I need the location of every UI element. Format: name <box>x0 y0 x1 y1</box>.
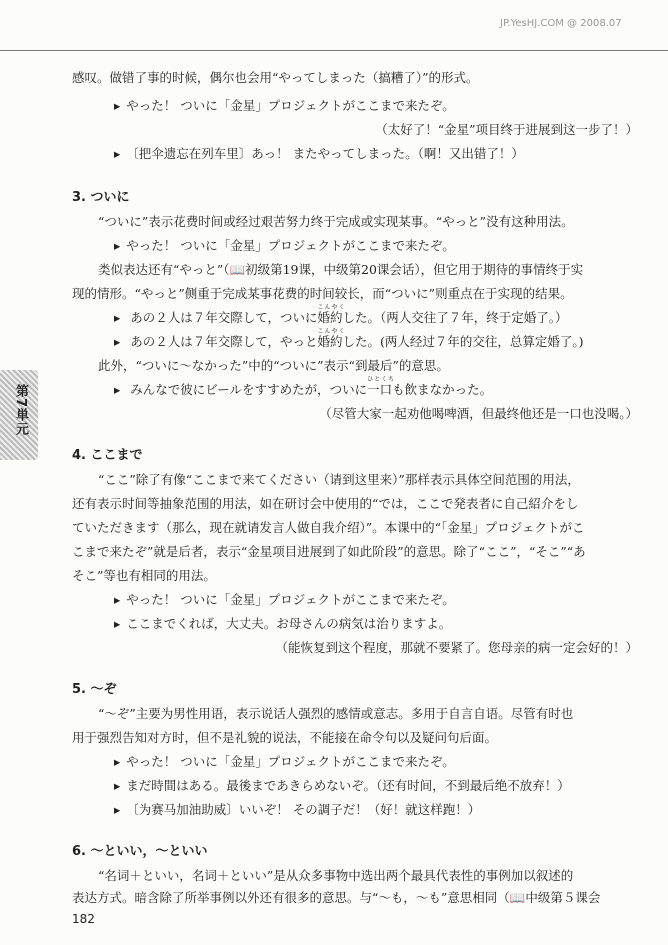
paragraph-line: 此外，“ついに〜なかった”中的“ついに”表示“到最后”的意思。 <box>98 358 449 373</box>
example-sentence: ▸ まだ時間はある。最後まであきらめないぞ。（还有时间，不到最后绝不放弃！） <box>114 776 570 794</box>
section-heading-5: 5. 〜ぞ <box>72 682 117 697</box>
ruby-reading: こんやく <box>317 328 346 335</box>
paragraph-line: 现的情形。“やっと”侧重于完成某事花费的时间较长，而“ついに”则重点在于实现的结果。 <box>72 286 573 301</box>
example-translation: （尽管大家一起劝他喝啤酒，但最终他还是一口也没喝。） <box>319 406 638 421</box>
ruby-base: 一口 <box>367 382 393 397</box>
example-sentence: ▸ 〔为赛马加油助威〕いいぞ！ その調子だ！（好！就这样跑！） <box>114 800 480 818</box>
paragraph-line: 感叹。做错了事的时候，偶尔也会用“やってしまった（搞糟了）”的形式。 <box>72 70 479 85</box>
unit-side-tab-label: 第7単元 <box>13 384 28 437</box>
ruby-word <box>317 304 346 325</box>
example-text: した。（两人交往了７年，终于定婚了。） <box>342 310 568 325</box>
example-sentence <box>114 304 568 326</box>
example-sentence: ▸ やった！ ついに「金星」プロジェクトがここまで来たぞ。 <box>114 590 455 608</box>
ruby-word <box>367 376 396 397</box>
section-heading-3: 3. ついに <box>72 190 130 205</box>
paragraph-line: “名词＋といい，名词＋といい”是从众多事物中选出两个最具代表性的事例加以叙述的 <box>98 868 574 883</box>
paragraph-line: 表达方式。暗含除了所举事例以外还有很多的意思。与“〜も，〜も”意思相同（📖中级第５课会 <box>72 890 601 905</box>
example-text: した。(两人经过７年的交往，总算定婚了。) <box>342 334 584 349</box>
paragraph-line: “ついに”表示花费时间或经过艰苦努力终于完成或实现某事。“やっと”没有这种用法。 <box>98 214 574 229</box>
ruby-reading: こんやく <box>317 304 346 311</box>
ruby-reading: ひとくち <box>367 376 396 383</box>
paragraph-line: そこ”等也有相同的用法。 <box>72 568 216 583</box>
paragraph-line: 类似表达还有“やっと”（📖初级第19课，中级第20课会话），但它用于期待的事情终于实 <box>98 262 584 277</box>
page-number: 182 <box>72 912 95 926</box>
ruby-base: 婚約 <box>317 334 343 349</box>
example-sentence: ▸ ここまでくれば，大丈夫。お母さんの病気は治りますよ。 <box>114 614 451 632</box>
example-sentence <box>114 376 493 398</box>
example-text: あの２人は７年交際して，ついに <box>130 310 318 325</box>
unit-side-tab <box>0 370 38 460</box>
paragraph-line: こまで来たぞ”就是后者，表示“金星项目进展到了如此阶段”的意思。除了“ここ”，“そこ”“あ <box>72 544 586 559</box>
example-sentence <box>114 328 584 350</box>
example-text: みんなで彼にビールをすすめたが，ついに <box>130 382 368 397</box>
example-sentence: ▸ やった！ ついに「金星」プロジェクトがここまで来たぞ。 <box>114 752 455 770</box>
example-text: も飲まなかった。 <box>392 382 493 397</box>
paragraph-line: ていただきます（那么，现在就请发言人做自我介绍）”。本课中的“「金星」プロジェクトがこ <box>72 520 585 535</box>
example-translation: （能恢复到这个程度，那就不要紧了。您母亲的病一定会好的！） <box>275 640 638 655</box>
section-heading-6: 6. 〜といい，〜といい <box>72 844 208 859</box>
ruby-word <box>317 328 346 349</box>
paragraph-line: 还有表示时间等抽象范围的用法，如在研讨会中使用的“では，ここで発表者に自己紹介をし <box>72 496 579 511</box>
example-sentence: ▸ やった！ ついに「金星」プロジェクトがここまで来たぞ。 <box>114 96 455 114</box>
example-text: あの２人は７年交際して，やっと <box>130 334 318 349</box>
example-sentence: ▸ やった！ ついに「金星」プロジェクトがここまで来たぞ。 <box>114 236 455 254</box>
ruby-base: 婚約 <box>317 310 343 325</box>
header-divider <box>0 50 668 51</box>
paragraph-line: “〜ぞ”主要为男性用语，表示说话人强烈的感情或意志。多用于自言自语。尽管有时也 <box>98 706 574 721</box>
section-heading-4: 4. ここまで <box>72 448 143 463</box>
paragraph-line: “ここ”除了有像“ここまで来てください（请到这里来）”那样表示具体空间范围的用法， <box>98 472 580 487</box>
example-sentence: ▸ 〔把伞遗忘在列车里〕あっ！ またやってしまった。（啊！又出错了！） <box>114 144 524 162</box>
site-watermark: JP.YesHJ.COM @ 2008.07 <box>500 18 622 29</box>
paragraph-line: 用于强烈告知对方时，但不是礼貌的说法，不能接在命令句以及疑问句后面。 <box>72 730 498 745</box>
example-translation: （太好了！“金星”项目终于进展到这一步了！） <box>375 122 638 137</box>
